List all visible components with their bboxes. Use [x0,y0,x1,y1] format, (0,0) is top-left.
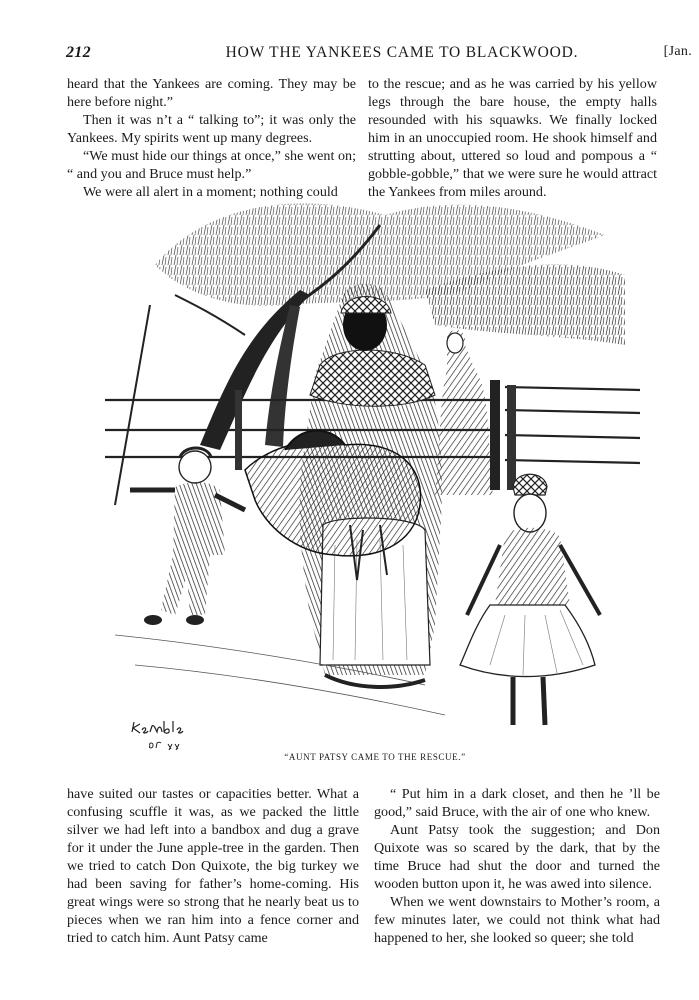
signature-mark [128,718,198,754]
paragraph: “We must hide our things at once,” she went on; “ and you and Bruce must help.” [67,148,356,182]
text-column-top-left [67,75,356,201]
illustration-caption: “AUNT PATSY CAME TO THE RESCUE.” [284,752,466,762]
running-title: HOW THE YANKEES CAME TO BLACKWOOD. [225,44,579,61]
paragraph: When we went downstairs to Mother’s room, a few minutes later, we could not think what had happened to her, she looked so queer; she told [374,894,660,946]
issue-month: [Jan. [663,44,692,59]
paragraph: Aunt Patsy took the suggestion; and Don Quixote was so scared by the dark, that by the time Bruce had shut the door and turned the wooden button upon it, he was awed into silence. [374,822,660,892]
engraving-illustration [95,195,655,745]
running-header [66,42,692,66]
text-column-top-right [368,75,657,201]
illustration-drawing [95,195,655,745]
text-column-bottom-left [67,785,359,947]
artist-signature [128,718,198,754]
paragraph: heard that the Yankees are coming. They may be here before night.” [67,76,356,110]
paragraph: to the rescue; and as he was carried by his yellow legs through the bare house, the empty halls resounded with his squawks. We finally locked him in an unoccupied room. He shook himself and strutting about, uttered so loud and pompous a “ gobble-gobble,” that we were sure he would attract the Yankees from miles around. [368,76,657,200]
page-number: 212 [66,44,91,61]
text-column-bottom-right [374,785,660,947]
paragraph: “ Put him in a dark closet, and then he ’ll be good,” said Bruce, with the air of one who knew. [374,786,660,820]
paragraph: We were all alert in a moment; nothing could [83,184,338,200]
paragraph: Then it was n’t a “ talking to”; it was only the Yankees. My spirits went up many degrees. [67,112,356,146]
paragraph: have suited our tastes or capacities better. What a confusing scuffle it was, as we packed the little silver we had left into a bandbox and dug a grave for it under the June apple-tree in the garden. Then we tried to catch Don Quixote, the big turkey we had been saving for father’s home-coming. His great wings were so strong that he nearly beat us to pieces when we ran him into a fence corner and tried to catch him. Aunt Patsy came [67,786,359,946]
